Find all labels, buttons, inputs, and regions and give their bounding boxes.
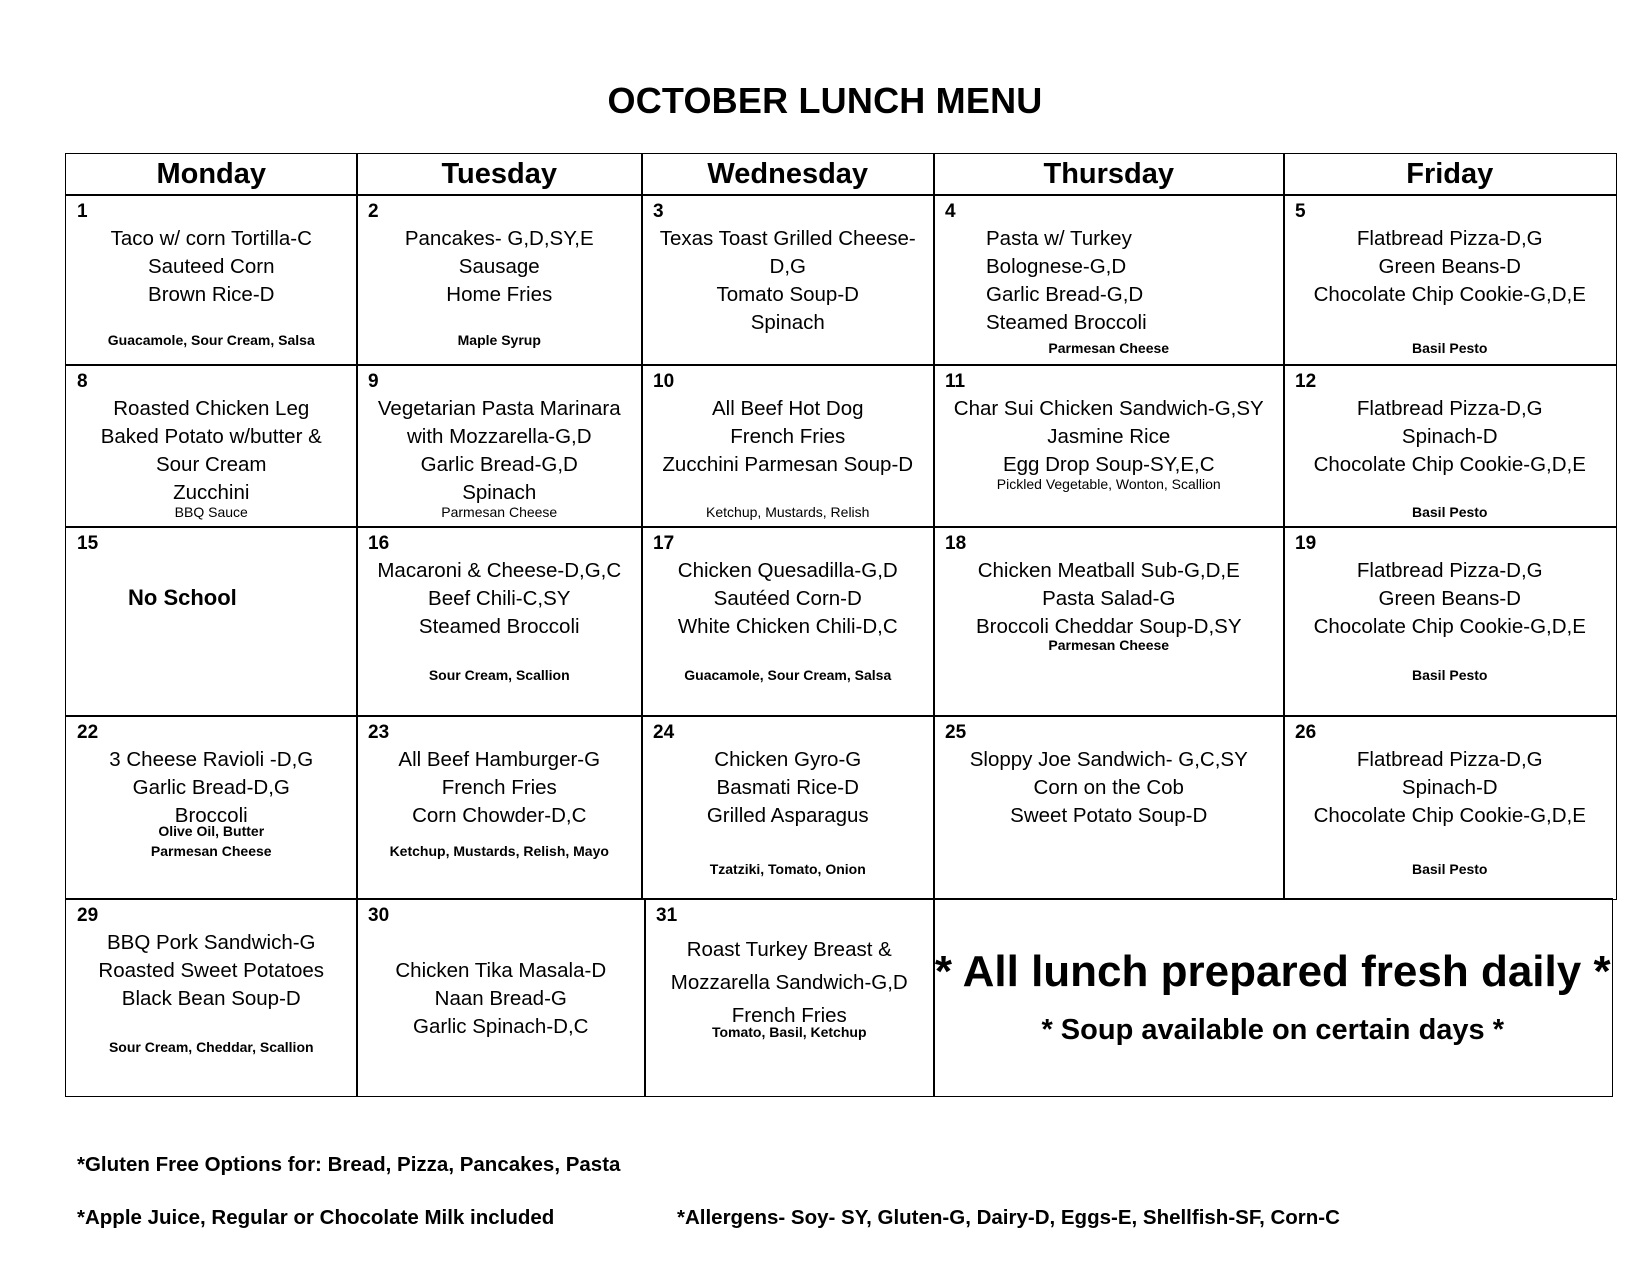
- day-cell-10: [641, 364, 935, 528]
- menu-item: Sweet Potato Soup-D: [1010, 804, 1208, 827]
- date-number: 10: [653, 371, 675, 392]
- condiments: [66, 1037, 357, 1057]
- menu-items: [357, 225, 642, 309]
- condiments: [357, 665, 642, 685]
- menu-item: Roast Turkey Breast &: [686, 938, 892, 961]
- date-number: 22: [77, 722, 99, 743]
- date-number: 15: [77, 533, 99, 554]
- condiments: [1284, 502, 1616, 522]
- condiments: [1284, 338, 1616, 358]
- menu-items: [934, 225, 1284, 337]
- day-cell-31: [644, 898, 935, 1097]
- condiment-line: Guacamole, Sour Cream, Salsa: [684, 667, 892, 683]
- condiment-line: Parmesan Cheese: [150, 843, 272, 859]
- menu-item: Steamed Broccoli: [418, 615, 580, 638]
- date-number: 5: [1295, 201, 1306, 222]
- condiment-line: Olive Oil, Butter: [158, 823, 265, 839]
- menu-items: [1284, 395, 1616, 479]
- date-number: 19: [1295, 533, 1317, 554]
- menu-item: Garlic Bread-G,D: [986, 283, 1144, 306]
- menu-item: Texas Toast Grilled Cheese-: [659, 227, 916, 250]
- menu-item: with Mozzarella-G,D: [406, 425, 592, 448]
- menu-item: Spinach: [462, 481, 537, 504]
- day-cell-15: [65, 526, 358, 717]
- date-number: 30: [368, 905, 390, 926]
- menu-item: Green Beans-D: [1378, 255, 1521, 278]
- menu-item: Zucchini Parmesan Soup-D: [662, 453, 914, 476]
- menu-item: Chicken Gyro-G: [714, 748, 862, 771]
- day-cell-5: [1283, 194, 1617, 366]
- condiments: [66, 821, 357, 861]
- condiment-line: Guacamole, Sour Cream, Salsa: [107, 332, 315, 348]
- menu-item: Spinach: [750, 311, 825, 334]
- condiments: [357, 502, 642, 522]
- condiments: [645, 1022, 934, 1042]
- date-number: 11: [945, 371, 966, 392]
- condiments: [934, 338, 1284, 358]
- menu-item: Broccoli: [174, 804, 248, 827]
- menu-items: [642, 746, 934, 830]
- menu-items: [357, 557, 642, 641]
- allergens-legend: *Allergens- Soy- SY, Gluten-G, Dairy-D, Eggs-E, Shellfish-SF, Corn-C: [677, 1206, 1340, 1229]
- menu-item: Sour Cream: [155, 453, 267, 476]
- date-number: 8: [77, 371, 88, 392]
- menu-item: Corn on the Cob: [1033, 776, 1184, 799]
- day-cell-22: [65, 715, 358, 900]
- menu-items: [934, 395, 1284, 479]
- day-cell-25: [933, 715, 1285, 900]
- condiment-line: Basil Pesto: [1412, 667, 1488, 683]
- menu-items: [642, 557, 934, 641]
- menu-item: Zucchini: [173, 481, 250, 504]
- condiments: [357, 841, 642, 861]
- date-number: 18: [945, 533, 967, 554]
- menu-item: All Beef Hot Dog: [711, 397, 864, 420]
- menu-item: Tomato Soup-D: [716, 283, 859, 306]
- condiments: [642, 502, 934, 522]
- menu-item: Macaroni & Cheese-D,G,C: [377, 559, 622, 582]
- menu-item: Steamed Broccoli: [986, 311, 1147, 334]
- menu-item: Sautéed Corn-D: [713, 587, 862, 610]
- condiments: [934, 635, 1284, 655]
- day-header-thursday: Thursday: [933, 153, 1285, 196]
- condiments: [642, 859, 934, 879]
- condiment-line: BBQ Sauce: [174, 504, 248, 520]
- date-number: 24: [653, 722, 675, 743]
- menu-item: Chicken Tika Masala-D: [395, 959, 607, 982]
- menu-item: Brown Rice-D: [148, 283, 275, 306]
- day-cell-9: [356, 364, 643, 528]
- menu-item: Roasted Sweet Potatoes: [98, 959, 325, 982]
- menu-items: [1284, 557, 1616, 641]
- menu-item: French Fries: [441, 776, 557, 799]
- menu-item: BBQ Pork Sandwich-G: [107, 931, 316, 954]
- banner-line-soup: * Soup available on certain days *: [1041, 1014, 1505, 1046]
- date-number: 31: [656, 905, 678, 926]
- day-cell-24: [641, 715, 935, 900]
- menu-item: French Fries: [731, 1004, 847, 1027]
- condiment-line: Tomato, Basil, Ketchup: [711, 1024, 867, 1040]
- menu-item: 3 Cheese Ravioli -D,G: [109, 748, 314, 771]
- date-number: 1: [77, 201, 88, 222]
- date-number: 23: [368, 722, 390, 743]
- day-cell-3: [641, 194, 935, 366]
- day-cell-4: [933, 194, 1285, 366]
- date-number: 29: [77, 905, 99, 926]
- menu-item: Pasta w/ Turkey: [986, 227, 1132, 250]
- date-number: 26: [1295, 722, 1317, 743]
- menu-item: D,G: [769, 255, 806, 278]
- condiment-line: Ketchup, Mustards, Relish, Mayo: [389, 843, 609, 859]
- menu-item: Mozzarella Sandwich-G,D: [670, 971, 908, 994]
- menu-item: Pancakes- G,D,SY,E: [404, 227, 594, 250]
- date-number: 17: [653, 533, 675, 554]
- day-cell-26: [1283, 715, 1617, 900]
- menu-item: Taco w/ corn Tortilla-C: [110, 227, 312, 250]
- day-cell-19: [1283, 526, 1617, 717]
- menu-item: Chocolate Chip Cookie-G,D,E: [1313, 283, 1586, 306]
- menu-items: [66, 929, 357, 1013]
- day-cell-2: [356, 194, 643, 366]
- condiment-line: Sour Cream, Cheddar, Scallion: [108, 1039, 314, 1055]
- date-number: 4: [945, 201, 956, 222]
- menu-items: [66, 225, 357, 309]
- menu-items: [934, 557, 1284, 641]
- menu-item: White Chicken Chili-D,C: [677, 615, 898, 638]
- menu-items: [357, 957, 645, 1041]
- day-header-wednesday: Wednesday: [641, 153, 935, 196]
- gluten-free-note: *Gluten Free Options for: Bread, Pizza, Pancakes, Pasta: [77, 1153, 621, 1176]
- menu-items: [642, 225, 934, 337]
- menu-item: Sausage: [458, 255, 540, 278]
- condiment-line: Sour Cream, Scallion: [428, 667, 570, 683]
- menu-item: Green Beans-D: [1378, 587, 1521, 610]
- condiments: [66, 330, 357, 350]
- condiment-line: Ketchup, Mustards, Relish: [706, 504, 870, 520]
- menu-item: Basmati Rice-D: [716, 776, 859, 799]
- condiment-line: Parmesan Cheese: [1048, 340, 1170, 356]
- menu-item: Garlic Bread-D,G: [132, 776, 290, 799]
- day-cell-8: [65, 364, 358, 528]
- day-cell-1: [65, 194, 358, 366]
- condiment-line: Basil Pesto: [1412, 340, 1488, 356]
- menu-item: Grilled Asparagus: [706, 804, 869, 827]
- condiments: [934, 474, 1284, 494]
- menu-item: French Fries: [730, 425, 846, 448]
- menu-item: Sauteed Corn: [147, 255, 275, 278]
- menu-item: Garlic Spinach-D,C: [413, 1015, 589, 1038]
- menu-item: Corn Chowder-D,C: [412, 804, 587, 827]
- menu-item: Chocolate Chip Cookie-G,D,E: [1313, 804, 1586, 827]
- menu-item: Flatbread Pizza-D,G: [1356, 227, 1543, 250]
- day-cell-29: [65, 898, 358, 1097]
- menu-items: [357, 395, 642, 507]
- menu-item: Baked Potato w/butter &: [100, 425, 322, 448]
- menu-item: Beef Chili-C,SY: [428, 587, 571, 610]
- menu-item: Pasta Salad-G: [1042, 587, 1176, 610]
- day-header-friday: Friday: [1283, 153, 1617, 196]
- date-number: 2: [368, 201, 379, 222]
- menu-item: Sloppy Joe Sandwich- G,C,SY: [969, 748, 1248, 771]
- date-number: 25: [945, 722, 967, 743]
- date-number: 3: [653, 201, 664, 222]
- banner-line-fresh: * All lunch prepared fresh daily *: [934, 947, 1611, 996]
- day-cell-12: [1283, 364, 1617, 528]
- no-school-note: No School: [128, 585, 237, 610]
- menu-item: Garlic Bread-G,D: [420, 453, 578, 476]
- drinks-note: *Apple Juice, Regular or Chocolate Milk included: [77, 1206, 555, 1229]
- menu-item: All Beef Hamburger-G: [398, 748, 601, 771]
- menu-item: Chocolate Chip Cookie-G,D,E: [1313, 453, 1586, 476]
- condiments: [66, 502, 357, 522]
- day-cell-30: [356, 898, 646, 1097]
- menu-item: Egg Drop Soup-SY,E,C: [1002, 453, 1215, 476]
- menu-items: [1284, 746, 1616, 830]
- day-cell-11: [933, 364, 1285, 528]
- day-header-monday: Monday: [65, 153, 358, 196]
- menu-item: Char Sui Chicken Sandwich-G,SY: [953, 397, 1264, 420]
- fresh-daily-banner: [933, 898, 1613, 1097]
- menu-item: Chocolate Chip Cookie-G,D,E: [1313, 615, 1586, 638]
- menu-item: Chicken Meatball Sub-G,D,E: [977, 559, 1240, 582]
- condiments: [642, 665, 934, 685]
- date-number: 12: [1295, 371, 1317, 392]
- menu-items: [1284, 225, 1616, 309]
- day-cell-23: [356, 715, 643, 900]
- menu-item: Flatbread Pizza-D,G: [1356, 397, 1543, 420]
- day-header-tuesday: Tuesday: [356, 153, 643, 196]
- menu-item: Naan Bread-G: [434, 987, 567, 1010]
- day-cell-18: [933, 526, 1285, 717]
- condiments: [357, 330, 642, 350]
- condiment-line: Basil Pesto: [1412, 504, 1488, 520]
- menu-item: Jasmine Rice: [1047, 425, 1171, 448]
- condiments: [1284, 859, 1616, 879]
- condiment-line: Parmesan Cheese: [441, 504, 558, 520]
- menu-item: Flatbread Pizza-D,G: [1356, 559, 1543, 582]
- page-title: OCTOBER LUNCH MENU: [607, 80, 1043, 121]
- date-number: 16: [368, 533, 390, 554]
- condiment-line: Pickled Vegetable, Wonton, Scallion: [996, 476, 1221, 492]
- condiment-line: Maple Syrup: [457, 332, 541, 348]
- menu-items: [66, 746, 357, 830]
- menu-item: Black Bean Soup-D: [121, 987, 301, 1010]
- condiments: [1284, 665, 1616, 685]
- menu-item: Home Fries: [446, 283, 553, 306]
- menu-item: Flatbread Pizza-D,G: [1356, 748, 1543, 771]
- menu-item: Spinach-D: [1401, 776, 1498, 799]
- condiment-line: Tzatziki, Tomato, Onion: [709, 861, 866, 877]
- menu-items: [357, 746, 642, 830]
- menu-item: Chicken Quesadilla-G,D: [677, 559, 898, 582]
- menu-items: [645, 933, 934, 1032]
- condiment-line: Parmesan Cheese: [1048, 637, 1170, 653]
- menu-items: [934, 746, 1284, 830]
- menu-item: Broccoli Cheddar Soup-D,SY: [976, 615, 1242, 638]
- condiment-line: Basil Pesto: [1412, 861, 1488, 877]
- day-cell-17: [641, 526, 935, 717]
- day-cell-16: [356, 526, 643, 717]
- date-number: 9: [368, 371, 379, 392]
- menu-items: [642, 395, 934, 479]
- menu-item: Spinach-D: [1401, 425, 1498, 448]
- menu-item: Roasted Chicken Leg: [113, 397, 310, 420]
- menu-items: [66, 395, 357, 507]
- menu-item: Bolognese-G,D: [986, 255, 1127, 278]
- menu-item: Vegetarian Pasta Marinara: [377, 397, 621, 420]
